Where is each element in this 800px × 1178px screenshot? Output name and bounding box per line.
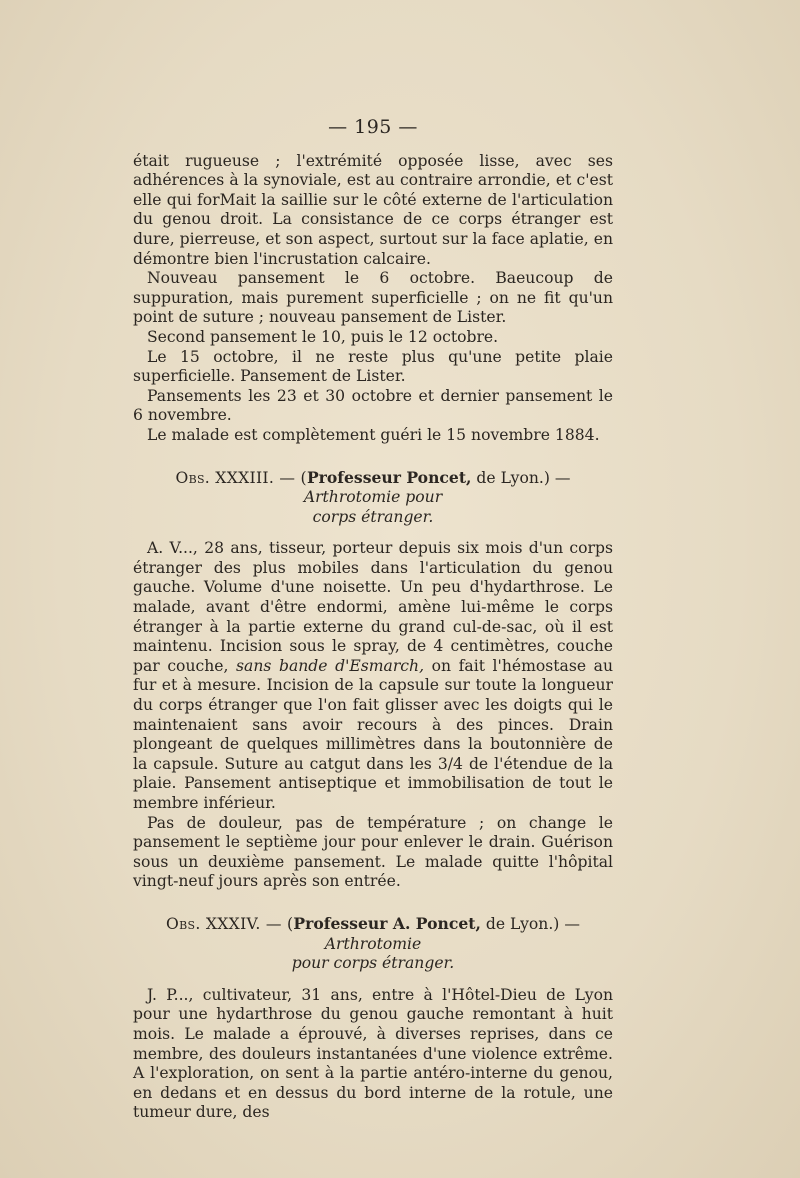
obs-33-paragraph-2: Pas de douleur, pas de température ; on change le pansement le septième jour pour enlever le drain. Guérison sous un deuxième pansement. Le malade quitte l'hôpital vingt-neuf jours après son entrée.	[133, 813, 613, 891]
intro-paragraph-6: Le malade est complètement guéri le 15 novembre 1884.	[147, 425, 600, 444]
intro-paragraph-4: Le 15 octobre, il ne reste plus qu'une petite plaie superficielle. Pansement de Lister.	[133, 347, 613, 386]
obs-34-title-1: Arthrotomie	[324, 934, 422, 953]
obs-33-text-a: A. V..., 28 ans, tisseur, porteur depuis six mois d'un corps étranger des plus mobiles dans l'articulation du genou gauche. Volume d'une noisette. Un peu d'hydarthrose. Le malade, avant d'être endormi, amène lui-même le corps étranger à la partie externe du grand cul-de-sac, où il est maintenu. Incision sous le spray, de 4 centimètres, couche par couche,	[133, 539, 613, 675]
obs-33-title-1: Arthrotomie pour	[303, 488, 443, 507]
intro-paragraph-3: Second pansement le 10, puis le 12 octobre.	[147, 327, 499, 346]
obs-34-paragraph: J. P..., cultivateur, 31 ans, entre à l'Hôtel-Dieu de Lyon pour une hydarthrose du genou gauche remontant à huit mois. Le malade a éprouvé, à diverses reprises, dans ce membre, des douleurs instantanées d'une violence extrême. A l'exploration, on sent à la partie antéro-interne du genou, en dedans et en dessus du bord interne de la rotule, une tumeur dure, des	[133, 985, 613, 1122]
page-number: — 195 —	[328, 116, 418, 138]
page-text	[133, 118, 613, 1123]
obs-34-title-2: pour corps étranger.	[291, 954, 455, 973]
intro-paragraph-1: était rugueuse ; l'extrémité opposée lisse, avec ses adhérences à la synoviale, est au contraire arrondie, et c'est elle qui forMait la saillie sur le côté externe de l'articulation du genou droit. La consistance de ce corps étranger est dure, pierreuse, et son aspect, surtout sur la face aplatie, en démontre bien l'incrustation calcaire.	[133, 151, 613, 268]
obs-34-label: Obs. XXXIV. — (	[166, 914, 294, 933]
observation-34-heading	[133, 914, 613, 974]
obs-33-label: Obs. XXXIII. — (	[175, 468, 307, 487]
obs-33-text-b: on fait l'hémostase au fur et à mesure. Incision de la capsule sur toute la longueur du corps étranger que l'on fait glisser avec les doigts qui le maintenaient sans avoir recours à des pinces. Drain plongeant de quelques millimètres dans la boutonnière de la capsule. Suture au catgut dans les 3/4 de l'étendue de la plaie. Pansement antiseptique et immobilisation de tout le membre inférieur.	[133, 656, 613, 812]
obs-33-title-2: corps étranger.	[312, 507, 434, 526]
obs-33-emphasis: sans bande d'Esmarch,	[236, 656, 425, 675]
obs-33-place: de Lyon.) —	[471, 468, 571, 487]
obs-34-professor: Professeur A. Poncet,	[293, 913, 481, 933]
obs-33-professor: Professeur Poncet,	[306, 467, 472, 487]
obs-34-place: de Lyon.) —	[480, 914, 580, 933]
intro-paragraph-2: Nouveau pansement le 6 octobre. Baeucoup de suppuration, mais purement superficielle ; on ne fit qu'un point de suture ; nouveau pansement de Lister.	[133, 269, 613, 327]
intro-paragraph-5: Pansements les 23 et 30 octobre et dernier pansement le 6 novembre.	[133, 386, 613, 425]
obs-33-paragraph-1	[133, 539, 613, 813]
observation-33-heading	[133, 468, 613, 528]
